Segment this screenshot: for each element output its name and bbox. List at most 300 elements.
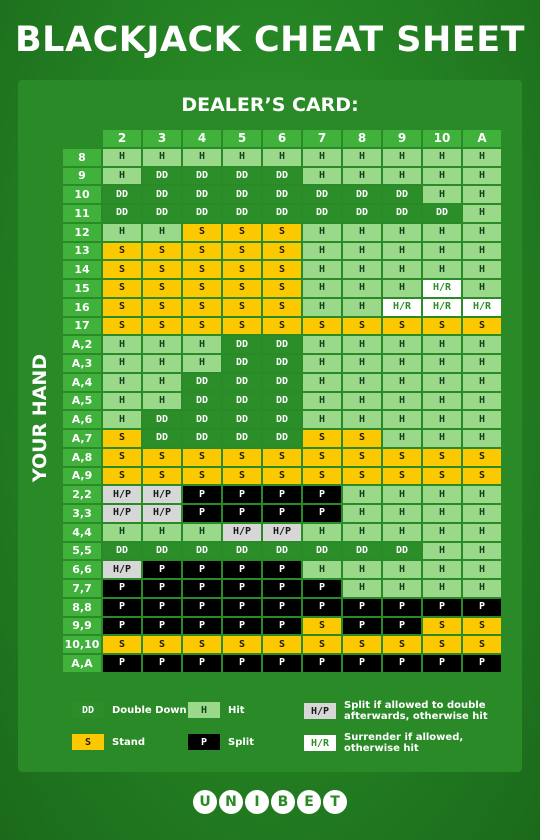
strategy-cell: S (422, 617, 462, 636)
strategy-cell: DD (102, 185, 142, 204)
strategy-cell: DD (342, 185, 382, 204)
strategy-cell: H (382, 373, 422, 392)
strategy-cell: S (182, 279, 222, 298)
dealer-card-header: 8 (342, 129, 382, 148)
strategy-cell: DD (182, 185, 222, 204)
strategy-cell: H (382, 504, 422, 523)
strategy-cell: P (382, 598, 422, 617)
strategy-cell: H (342, 392, 382, 411)
player-hand-header: 17 (62, 317, 102, 336)
strategy-cell: DD (422, 204, 462, 223)
strategy-cell: DD (222, 354, 262, 373)
strategy-cell: H (102, 392, 142, 411)
strategy-cell: S (102, 317, 142, 336)
strategy-cell: S (222, 279, 262, 298)
strategy-cell: S (422, 317, 462, 336)
dealer-card-header: 4 (182, 129, 222, 148)
strategy-cell: H (302, 392, 342, 411)
strategy-cell: H (342, 335, 382, 354)
strategy-cell: H (382, 167, 422, 186)
strategy-cell: H (382, 429, 422, 448)
strategy-cell: S (382, 467, 422, 486)
strategy-cell: DD (222, 542, 262, 561)
strategy-cell: H (382, 223, 422, 242)
legend-swatch-split: P (188, 734, 220, 750)
strategy-cell: DD (182, 429, 222, 448)
strategy-cell: H (382, 410, 422, 429)
legend-label-stand: Stand (112, 736, 146, 748)
strategy-cell: H (462, 223, 502, 242)
strategy-cell: P (462, 654, 502, 673)
strategy-cell: P (222, 485, 262, 504)
strategy-cell: P (382, 617, 422, 636)
strategy-cell: H (302, 279, 342, 298)
player-hand-header: A,5 (62, 392, 102, 411)
dealer-card-header: 9 (382, 129, 422, 148)
legend-swatch-hit: H (188, 702, 220, 718)
strategy-cell: DD (222, 167, 262, 186)
legend-swatch-double-down: DD (72, 702, 104, 718)
strategy-cell: DD (302, 204, 342, 223)
strategy-cell: H/P (102, 560, 142, 579)
strategy-cell: DD (182, 392, 222, 411)
strategy-cell: P (262, 654, 302, 673)
strategy-cell: S (182, 635, 222, 654)
strategy-cell: H (382, 148, 422, 167)
strategy-cell: H (302, 410, 342, 429)
player-hand-header: 10 (62, 185, 102, 204)
strategy-cell: S (142, 635, 182, 654)
strategy-cell: H (462, 392, 502, 411)
strategy-cell: S (462, 617, 502, 636)
strategy-cell: DD (262, 354, 302, 373)
strategy-cell: H (462, 485, 502, 504)
strategy-cell: P (342, 598, 382, 617)
strategy-cell: P (142, 579, 182, 598)
dealer-card-header: A (462, 129, 502, 148)
player-hand-header: 16 (62, 298, 102, 317)
strategy-cell: DD (342, 542, 382, 561)
strategy-cell: H (462, 542, 502, 561)
strategy-cell: H/R (422, 298, 462, 317)
strategy-cell: S (142, 448, 182, 467)
strategy-cell: S (102, 279, 142, 298)
strategy-cell: H (302, 242, 342, 261)
strategy-cell: H (462, 560, 502, 579)
strategy-cell: H (342, 298, 382, 317)
strategy-cell: P (222, 654, 262, 673)
dealer-card-label: DEALER’S CARD: (181, 94, 359, 116)
strategy-cell: H (302, 354, 342, 373)
strategy-cell: H (302, 560, 342, 579)
legend-label-split-hit (344, 700, 488, 722)
strategy-cell: H (462, 242, 502, 261)
strategy-cell: H (382, 335, 422, 354)
strategy-cell: S (462, 448, 502, 467)
strategy-cell: DD (222, 410, 262, 429)
strategy-cell: H (302, 260, 342, 279)
logo-letter: U (193, 790, 217, 814)
strategy-cell: H (382, 560, 422, 579)
legend-label-double-down: Double Down (112, 704, 187, 716)
player-hand-header: A,8 (62, 448, 102, 467)
strategy-cell: DD (142, 429, 182, 448)
legend-label-split: Split (228, 736, 254, 748)
strategy-cell: S (182, 260, 222, 279)
strategy-cell: H (142, 223, 182, 242)
strategy-cell: S (102, 298, 142, 317)
strategy-cell: S (342, 467, 382, 486)
strategy-cell: S (342, 317, 382, 336)
strategy-cell: S (182, 448, 222, 467)
strategy-cell: S (342, 429, 382, 448)
strategy-cell: H (422, 242, 462, 261)
strategy-cell: S (102, 242, 142, 261)
strategy-cell: S (302, 635, 342, 654)
strategy-cell: P (302, 579, 342, 598)
strategy-cell: DD (262, 204, 302, 223)
strategy-cell: P (462, 598, 502, 617)
strategy-cell: DD (262, 373, 302, 392)
strategy-cell: S (102, 429, 142, 448)
strategy-cell: H (142, 148, 182, 167)
strategy-cell: DD (222, 335, 262, 354)
player-hand-header: 8 (62, 148, 102, 167)
strategy-cell: P (382, 654, 422, 673)
strategy-cell: H (422, 167, 462, 186)
strategy-cell: H (422, 185, 462, 204)
strategy-cell: S (102, 635, 142, 654)
legend-split-hit-line1: Split if allowed to double (344, 700, 486, 711)
strategy-cell: S (382, 448, 422, 467)
strategy-cell: H (382, 523, 422, 542)
strategy-cell: H (302, 298, 342, 317)
strategy-cell: H (422, 260, 462, 279)
strategy-cell: H (422, 579, 462, 598)
legend (72, 700, 512, 760)
strategy-cell: H (102, 223, 142, 242)
strategy-cell: P (262, 485, 302, 504)
strategy-cell: P (182, 504, 222, 523)
strategy-cell: S (262, 260, 302, 279)
strategy-cell: H (422, 523, 462, 542)
player-hand-header: 12 (62, 223, 102, 242)
strategy-cell: H (142, 335, 182, 354)
strategy-cell: DD (182, 167, 222, 186)
strategy-cell: H (422, 504, 462, 523)
strategy-cell: S (302, 317, 342, 336)
strategy-cell: P (302, 598, 342, 617)
strategy-cell: H (102, 335, 142, 354)
strategy-cell: S (422, 467, 462, 486)
strategy-cell: H (182, 523, 222, 542)
strategy-cell: H (142, 523, 182, 542)
strategy-cell: DD (262, 335, 302, 354)
dealer-card-header: 10 (422, 129, 462, 148)
strategy-cell: H (382, 260, 422, 279)
strategy-cell: S (382, 635, 422, 654)
strategy-cell: P (222, 617, 262, 636)
dealer-card-header: 2 (102, 129, 142, 148)
strategy-cell: P (142, 617, 182, 636)
player-hand-header: 7,7 (62, 579, 102, 598)
strategy-cell: S (262, 635, 302, 654)
strategy-cell: P (342, 617, 382, 636)
strategy-cell: H (102, 148, 142, 167)
player-hand-header: 14 (62, 260, 102, 279)
strategy-cell: H/P (102, 504, 142, 523)
legend-stand (72, 734, 145, 750)
logo-letter: N (219, 790, 243, 814)
player-hand-header: 5,5 (62, 542, 102, 561)
your-hand-label: YOUR HAND (29, 353, 51, 483)
player-hand-header: 15 (62, 279, 102, 298)
strategy-cell: H (262, 148, 302, 167)
strategy-cell: H (302, 373, 342, 392)
strategy-cell: H (422, 354, 462, 373)
dealer-card-header: 3 (142, 129, 182, 148)
strategy-cell: H/P (142, 485, 182, 504)
strategy-cell: P (182, 579, 222, 598)
strategy-cell: DD (182, 204, 222, 223)
strategy-cell: H (182, 335, 222, 354)
strategy-cell: H (102, 523, 142, 542)
strategy-cell: P (142, 560, 182, 579)
strategy-cell: H (302, 148, 342, 167)
strategy-cell: H (142, 354, 182, 373)
legend-label-surrender (344, 732, 463, 754)
strategy-cell: H/P (142, 504, 182, 523)
strategy-cell: DD (302, 542, 342, 561)
strategy-cell: S (222, 635, 262, 654)
strategy-cell: DD (182, 542, 222, 561)
player-hand-header: A,3 (62, 354, 102, 373)
legend-surrender-line2: otherwise hit (344, 743, 419, 754)
strategy-cell: H (382, 579, 422, 598)
strategy-cell: S (462, 635, 502, 654)
strategy-cell: S (182, 223, 222, 242)
strategy-cell: H (462, 504, 502, 523)
dealer-card-header: 7 (302, 129, 342, 148)
logo-letter: T (323, 790, 347, 814)
strategy-cell: H (422, 485, 462, 504)
strategy-cell: H (462, 148, 502, 167)
player-hand-header: 9,9 (62, 617, 102, 636)
unibet-logo (0, 790, 540, 814)
player-hand-header: A,6 (62, 410, 102, 429)
strategy-cell: P (222, 598, 262, 617)
legend-split-hit (304, 700, 488, 722)
legend-split (188, 734, 254, 750)
strategy-cell: H (422, 542, 462, 561)
strategy-cell: S (462, 467, 502, 486)
strategy-cell: H (342, 223, 382, 242)
strategy-cell: S (222, 298, 262, 317)
player-hand-header: A,9 (62, 467, 102, 486)
strategy-cell: P (422, 598, 462, 617)
player-hand-header: 4,4 (62, 523, 102, 542)
strategy-cell: H (462, 260, 502, 279)
strategy-cell: H/P (102, 485, 142, 504)
player-hand-header: A,7 (62, 429, 102, 448)
legend-label-hit: Hit (228, 704, 245, 716)
strategy-cell: DD (142, 410, 182, 429)
strategy-cell: H (182, 148, 222, 167)
strategy-cell: P (182, 485, 222, 504)
strategy-cell: S (222, 260, 262, 279)
strategy-cell: DD (302, 185, 342, 204)
strategy-cell: H/P (262, 523, 302, 542)
legend-surrender (304, 732, 463, 754)
strategy-cell: P (182, 617, 222, 636)
strategy-cell: P (102, 579, 142, 598)
strategy-cell: S (302, 617, 342, 636)
strategy-cell: P (302, 485, 342, 504)
dealer-card-header: 6 (262, 129, 302, 148)
strategy-cell: H (342, 279, 382, 298)
strategy-cell: H (462, 354, 502, 373)
strategy-cell: S (262, 242, 302, 261)
strategy-cell: H (382, 485, 422, 504)
strategy-cell: S (102, 260, 142, 279)
page-title: BLACKJACK CHEAT SHEET (15, 20, 525, 60)
strategy-cell: S (382, 317, 422, 336)
legend-split-hit-line2: afterwards, otherwise hit (344, 711, 488, 722)
strategy-cell: H (342, 373, 382, 392)
legend-swatch-surrender: H/R (304, 735, 336, 751)
strategy-cell: H/R (382, 298, 422, 317)
strategy-cell: P (262, 579, 302, 598)
strategy-cell: H (462, 410, 502, 429)
player-hand-header: 11 (62, 204, 102, 223)
strategy-cell: DD (262, 185, 302, 204)
logo-letter: I (245, 790, 269, 814)
strategy-cell: DD (102, 542, 142, 561)
strategy-cell: S (302, 429, 342, 448)
strategy-cell: DD (222, 429, 262, 448)
strategy-cell: S (342, 635, 382, 654)
logo-letter: B (271, 790, 295, 814)
strategy-cell: P (222, 579, 262, 598)
strategy-cell: H (462, 373, 502, 392)
strategy-cell: DD (182, 373, 222, 392)
strategy-cell: P (102, 617, 142, 636)
legend-swatch-stand: S (72, 734, 104, 750)
strategy-cell: DD (102, 204, 142, 223)
strategy-cell: H (422, 410, 462, 429)
strategy-cell: P (262, 504, 302, 523)
strategy-cell: H (422, 335, 462, 354)
strategy-cell: H/P (222, 523, 262, 542)
player-hand-header: 13 (62, 242, 102, 261)
strategy-cell: H (102, 410, 142, 429)
strategy-cell: H (422, 148, 462, 167)
strategy-cell: P (182, 598, 222, 617)
strategy-cell: DD (142, 185, 182, 204)
strategy-cell: DD (222, 185, 262, 204)
strategy-cell: S (262, 279, 302, 298)
strategy-cell: H (462, 185, 502, 204)
strategy-table (62, 129, 502, 673)
strategy-cell: S (262, 317, 302, 336)
strategy-cell: H (382, 392, 422, 411)
strategy-cell: H/R (462, 298, 502, 317)
player-hand-header: 10,10 (62, 635, 102, 654)
legend-hit (188, 702, 245, 718)
strategy-cell: H (302, 523, 342, 542)
strategy-cell: S (182, 467, 222, 486)
strategy-cell: DD (262, 410, 302, 429)
strategy-cell: H (342, 560, 382, 579)
strategy-cell: DD (262, 429, 302, 448)
strategy-cell: H (422, 223, 462, 242)
strategy-cell: H (462, 167, 502, 186)
strategy-cell: S (222, 467, 262, 486)
strategy-cell: P (262, 598, 302, 617)
strategy-cell: P (222, 560, 262, 579)
strategy-cell: DD (222, 392, 262, 411)
strategy-cell: DD (142, 204, 182, 223)
strategy-cell: H (422, 429, 462, 448)
strategy-cell: H (382, 354, 422, 373)
strategy-cell: H (462, 335, 502, 354)
strategy-cell: H (422, 373, 462, 392)
strategy-cell: H (302, 223, 342, 242)
legend-surrender-line1: Surrender if allowed, (344, 732, 464, 743)
strategy-cell: S (142, 242, 182, 261)
strategy-cell: P (182, 560, 222, 579)
strategy-cell: P (102, 598, 142, 617)
player-hand-header: 2,2 (62, 485, 102, 504)
strategy-cell: S (102, 448, 142, 467)
strategy-cell: S (262, 223, 302, 242)
strategy-cell: H (142, 392, 182, 411)
player-hand-header: A,A (62, 654, 102, 673)
strategy-cell: P (302, 504, 342, 523)
strategy-cell: H (342, 579, 382, 598)
strategy-cell: H (102, 354, 142, 373)
strategy-cell: DD (382, 204, 422, 223)
strategy-cell: DD (262, 167, 302, 186)
strategy-cell: DD (222, 204, 262, 223)
strategy-cell: DD (262, 542, 302, 561)
strategy-cell: DD (222, 373, 262, 392)
strategy-cell: DD (342, 204, 382, 223)
strategy-cell: P (222, 504, 262, 523)
dealer-card-header: 5 (222, 129, 262, 148)
strategy-cell: H (422, 560, 462, 579)
strategy-cell: DD (382, 185, 422, 204)
strategy-cell: H (342, 242, 382, 261)
strategy-cell: H/R (422, 279, 462, 298)
strategy-cell: S (222, 223, 262, 242)
strategy-cell: H (382, 279, 422, 298)
legend-swatch-split-hit: H/P (304, 703, 336, 719)
strategy-cell: H (142, 373, 182, 392)
strategy-cell: H (462, 523, 502, 542)
strategy-cell: H (342, 504, 382, 523)
strategy-cell: H (342, 148, 382, 167)
strategy-cell: DD (382, 542, 422, 561)
strategy-cell: H (342, 485, 382, 504)
strategy-cell: S (182, 242, 222, 261)
strategy-cell: P (182, 654, 222, 673)
strategy-cell: S (262, 298, 302, 317)
strategy-cell: H (102, 167, 142, 186)
strategy-cell: DD (182, 410, 222, 429)
strategy-cell: H (462, 429, 502, 448)
player-hand-header: A,2 (62, 335, 102, 354)
